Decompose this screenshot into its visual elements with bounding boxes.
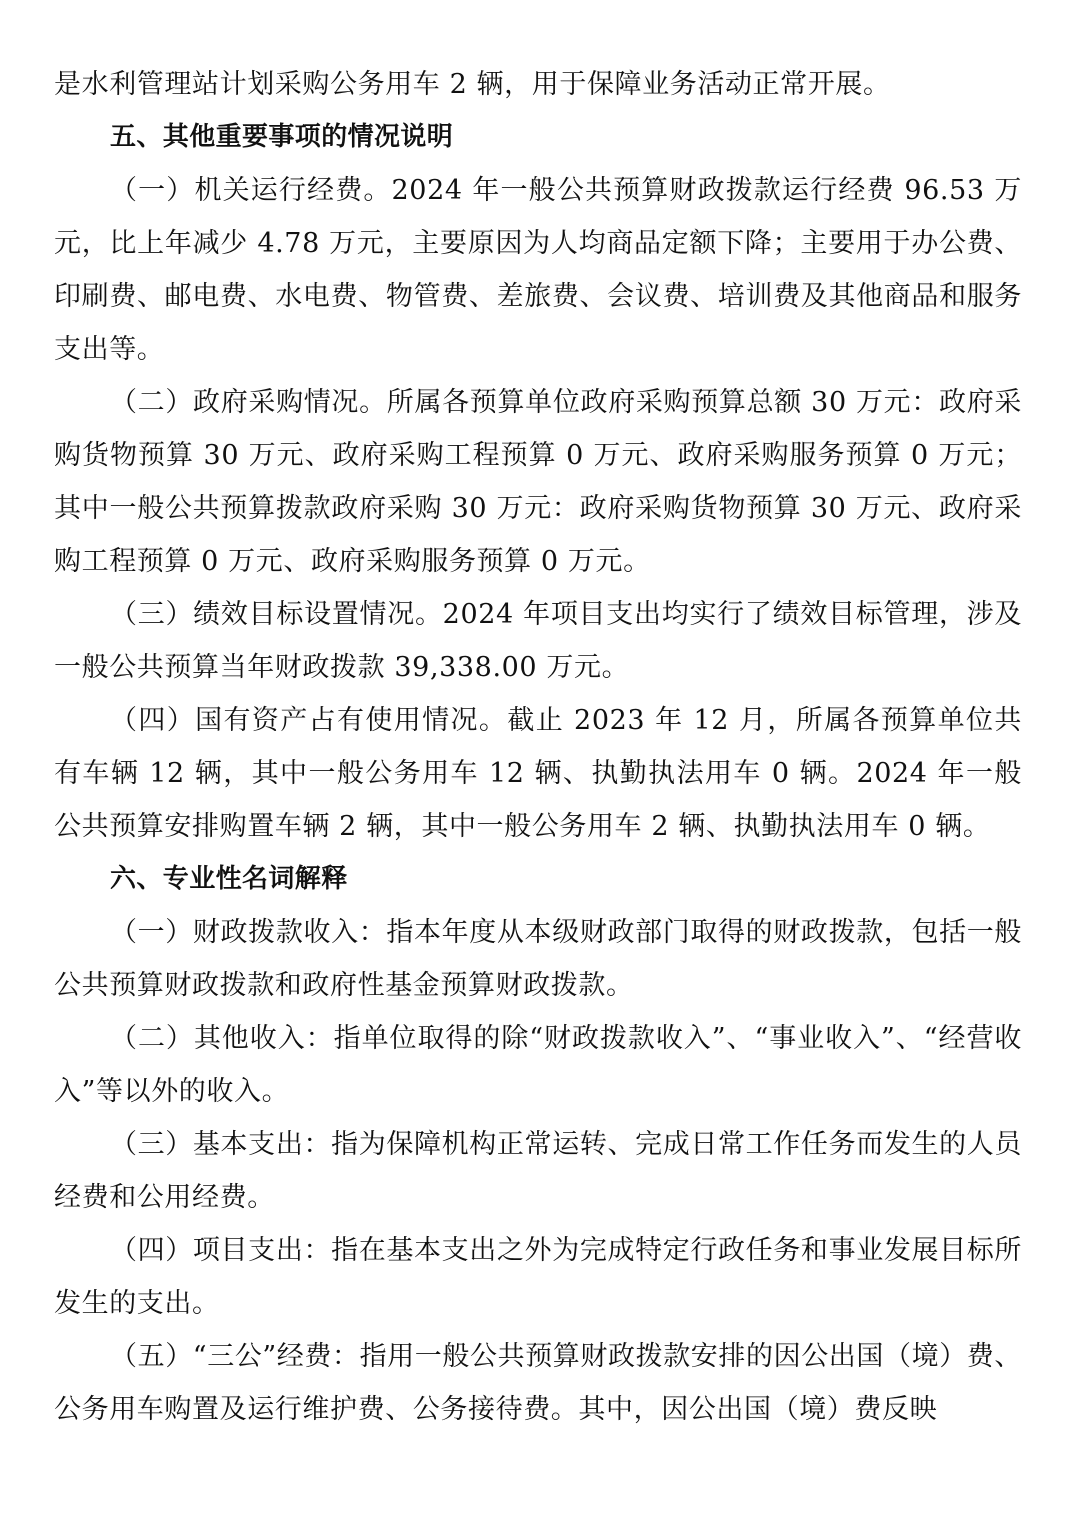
paragraph-other-income: （二）其他收入：指单位取得的除“财政拨款收入”、“事业收入”、“经营收入”等以外的收入。 xyxy=(54,1023,1022,1107)
paragraph-basic-expenditure: （三）基本支出：指为保障机构正常运转、完成日常工作任务而发生的人员经费和公用经费。 xyxy=(54,1129,1022,1213)
paragraph-project-expenditure: （四）项目支出：指在基本支出之外为完成特定行政任务和事业发展目标所发生的支出。 xyxy=(54,1235,1022,1319)
paragraph-government-procurement: （二）政府采购情况。所属各预算单位政府采购预算总额 30 万元：政府采购货物预算 30 万元、政府采购工程预算 0 万元、政府采购服务预算 0 万元；其中一般公共预算拨款政府采购 30 万元：政府采购货物预算 30 万元、政府采购工程预算 0 万元、政府采购服务预算 0 万元。 xyxy=(54,387,1022,577)
document-page xyxy=(54,58,1022,1436)
section-heading-5: 五、其他重要事项的情况说明 xyxy=(110,122,454,152)
paragraph-state-assets: （四）国有资产占有使用情况。截止 2023 年 12 月，所属各预算单位共有车辆 12 辆，其中一般公务用车 12 辆、执勤执法用车 0 辆。2024 年一般公共预算安排购置车辆 2 辆，其中一般公务用车 2 辆、执勤执法用车 0 辆。 xyxy=(54,705,1022,842)
paragraph-vehicle-purchase: 是水利管理站计划采购公务用车 2 辆，用于保障业务活动正常开展。 xyxy=(54,69,891,100)
paragraph-performance-targets: （三）绩效目标设置情况。2024 年项目支出均实行了绩效目标管理，涉及一般公共预算当年财政拨款 39,338.00 万元。 xyxy=(54,599,1022,683)
paragraph-operating-expenses: （一）机关运行经费。2024 年一般公共预算财政拨款运行经费 96.53 万元，比上年减少 4.78 万元，主要原因为人均商品定额下降；主要用于办公费、印刷费、邮电费、水电费、物管费、差旅费、会议费、培训费及其他商品和服务支出等。 xyxy=(54,175,1022,365)
paragraph-three-public-expenses: （五）“三公”经费：指用一般公共预算财政拨款安排的因公出国（境）费、公务用车购置及运行维护费、公务接待费。其中，因公出国（境）费反映 xyxy=(54,1341,1023,1425)
section-heading-6: 六、专业性名词解释 xyxy=(110,864,348,894)
paragraph-fiscal-appropriation-income: （一）财政拨款收入：指本年度从本级财政部门取得的财政拨款，包括一般公共预算财政拨款和政府性基金预算财政拨款。 xyxy=(54,917,1022,1001)
